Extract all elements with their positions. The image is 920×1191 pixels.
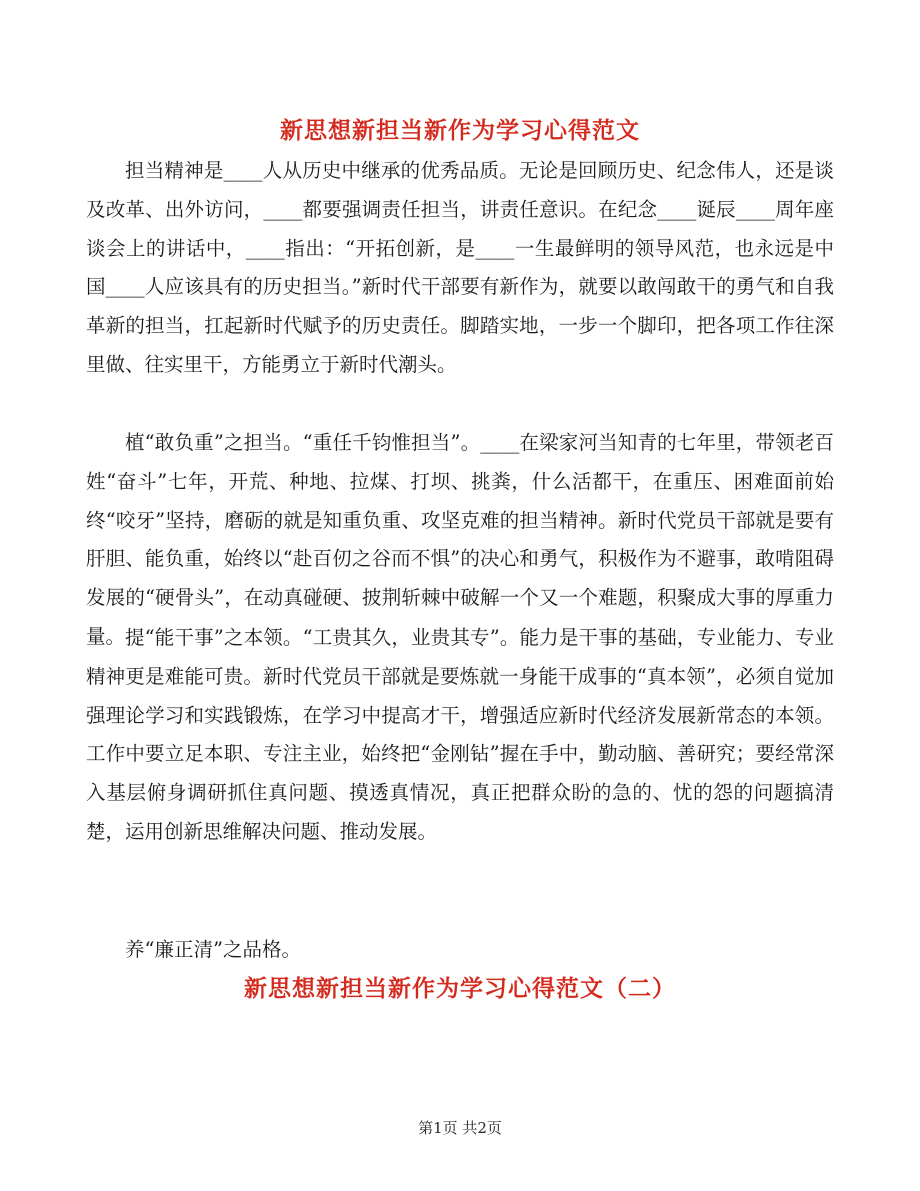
paragraph-text: 担当精神是____人从历史中继承的优秀品质。无论是回顾历史、纪念伟人，还是谈及改革、出外访问，____都要强调责任担当，讲责任意识。在纪念____诞辰____周年座谈会上的讲话中，____指出：“开拓创新，是____一生最鲜明的领导风范，也永远是中国____人应该具有的历史担当。”新时代干部要有新作为，就要以敢闯敢干的勇气和自我革新的担当，扛起新时代赋予的历史责任。脚踏实地，一步一个脚印，把各项工作往深里做、往实里干，方能勇立于新时代潮头。 bbox=[86, 159, 834, 376]
paragraph-4 bbox=[86, 931, 834, 970]
paragraph-text: 植“敢负重”之担当。“重任千钧惟担当”。____在梁家河当知青的七年里，带领老百姓“奋斗”七年，开荒、种地、拉煤、打坝、挑粪，什么活都干，在重压、困难面前始终“咬牙”坚持，磨砺的就是知重负重、攻坚克难的担当精神。新时代党员干部就是要有肝胆、能负重，始终以“赴百仞之谷而不惧”的决心和勇气，积极作为不避事，敢啃阻碍发展的“硬骨头”，在动真碰硬、披荆斩棘中破解一个又一个难题，积聚成大事的厚重力量。 bbox=[86, 431, 834, 648]
paragraph-text: 养“廉正清”之品格。 bbox=[125, 938, 301, 961]
paragraph-3 bbox=[86, 619, 834, 852]
paragraph-text: 提“能干事”之本领。“工贵其久，业贵其专”。能力是干事的基础，专业能力、专业精神更是难能可贵。新时代党员干部就是要炼就一身能干成事的“真本领”，必须自觉加强理论学习和实践锻炼，在学习中提高才干，增强适应新时代经济发展新常态的本领。工作中要立足本职、专注主业，始终把“金刚钻”握在手中，勤动脑、善研究；要经常深入基层俯身调研抓住真问题、摸透真情况，真正把群众盼的急的、忧的怨的问题搞清楚，运用创新思维解决问题、推动发展。 bbox=[86, 626, 834, 843]
paragraph-1 bbox=[86, 152, 834, 385]
second-document-title: 新思想新担当新作为学习心得范文（二） bbox=[244, 976, 676, 1002]
page-number: 第1页 共2页 bbox=[418, 1119, 502, 1137]
document-title: 新思想新担当新作为学习心得范文 bbox=[280, 118, 640, 144]
